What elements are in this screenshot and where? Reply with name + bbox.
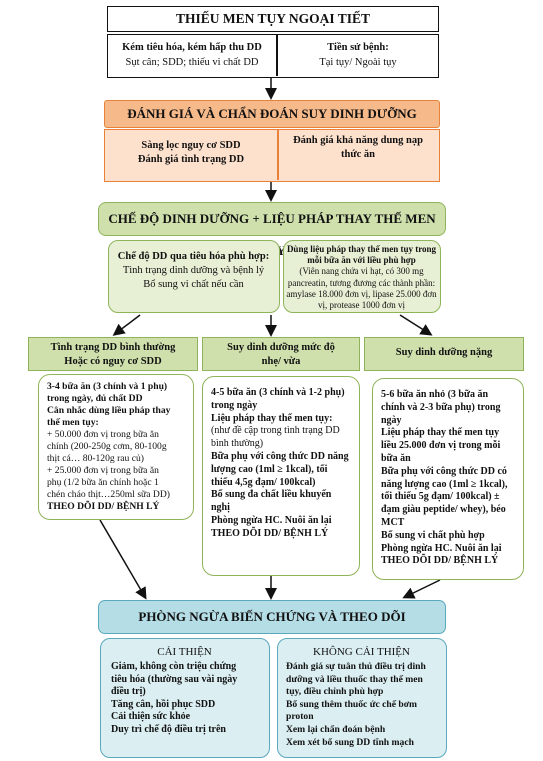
- section1-right-line2: Tại tụy/ Ngoài tụy: [319, 57, 397, 68]
- col3-line: đạm giàu peptide/ whey), béo: [381, 504, 506, 516]
- col1-line: + 50.000 đơn vị trong bữa ăn: [47, 429, 159, 440]
- col2-line: Phòng ngừa HC. Nuôi ăn lại: [211, 514, 332, 526]
- col2-line: Bữa phụ với công thức DD năng: [211, 450, 349, 462]
- section1-detail-box: [107, 34, 439, 78]
- arrow-s3-to-col3: [400, 315, 430, 334]
- col1-line: thế men tụy:: [47, 417, 99, 428]
- section1-left-line2: Sụt cân; SDD; thiếu vi chất DD: [125, 57, 259, 68]
- section3-right-content: [284, 244, 439, 311]
- section1-left-line1: Kém tiêu hóa, kém hấp thu DD: [122, 42, 262, 53]
- section3-left-line2: Bổ sung vi chất nếu cần: [143, 279, 244, 290]
- section4-title: PHÒNG NGỪA BIẾN CHỨNG VÀ THEO DÕI: [138, 609, 406, 624]
- col1-line: + 25.000 đơn vị trong bữa ăn: [47, 465, 159, 476]
- section4-left-line: Tăng cân, hồi phục SDD: [111, 698, 216, 710]
- section4-left-line: Giảm, không còn triệu chứng: [111, 661, 237, 672]
- section3-right-line2: pancreatin, tương đương các thành phần:: [287, 277, 436, 288]
- section4-right-line: Đánh giá sự tuân thủ điều trị dinh: [286, 661, 426, 672]
- col3-header-line1: Suy dinh dưỡng nặng: [395, 347, 493, 358]
- col3-line: liều 25.000 đơn vị trong mỗi: [381, 440, 501, 452]
- col1-line: phụ (1/2 bữa ăn chính hoặc 1: [47, 477, 159, 488]
- section3-right-box: [283, 240, 441, 313]
- section2-right: [279, 134, 437, 162]
- col2-line: lượng cao (1ml ≥ 1kcal), tối: [211, 463, 328, 475]
- col2-body: [202, 376, 360, 576]
- col2-line: (như đề cập trong tình trạng DD: [211, 425, 340, 437]
- section3-left-content: [109, 250, 278, 292]
- col3-line: ngày: [381, 414, 402, 426]
- section4-left-box: [100, 638, 270, 758]
- section2-left-line1: Sàng lọc nguy cơ SDD: [141, 140, 241, 151]
- col1-line: thịt cá… 80-120g rau củ): [47, 453, 144, 464]
- col1-lines: [47, 381, 195, 513]
- col3-line: tối thiểu 5g đạm/ 100kcal) ±: [381, 491, 500, 503]
- section4-right-line: dưỡng và liều thuốc thay thế men: [286, 673, 423, 685]
- section3-left-box: [108, 240, 280, 313]
- section3-right-line3: amylase 18.000 đơn vị, lipase 25.000 đơn: [286, 288, 437, 299]
- col3-line: bữa ăn: [381, 452, 411, 464]
- col1-header-line2: Hoặc có nguy cơ SDD: [64, 356, 162, 367]
- section4-left-line: điều trị): [111, 686, 146, 698]
- col3-line: MCT: [381, 516, 405, 528]
- col3-line: Liệu pháp thay thế men tụy: [381, 427, 500, 439]
- section4-right-line: Xem lại chẩn đoán bệnh: [286, 723, 386, 735]
- section1-title-box: [107, 6, 439, 32]
- col2-line: 4-5 bữa ăn (3 chính và 1-2 phụ): [211, 387, 345, 398]
- section4-right-box: [277, 638, 447, 758]
- col1-header-line1: Tình trạng DD bình thường: [50, 342, 176, 353]
- section4-right-line: proton: [286, 711, 314, 723]
- col2-line: Liệu pháp thay thế men tụy:: [211, 412, 333, 424]
- col3-header: [364, 337, 524, 371]
- col2-line: nghị: [211, 502, 230, 514]
- arrow-col3-to-s4: [405, 580, 440, 597]
- col1-header: [28, 337, 198, 371]
- col3-line: năng lượng cao (1ml ≥ 1kcal),: [381, 478, 508, 490]
- section1-left: [108, 40, 276, 70]
- col3-line: Bữa phụ với công thức DD có: [381, 465, 507, 477]
- section4-right-line: Xem xét bổ sung DD tĩnh mạch: [286, 736, 414, 748]
- section4-left-line: tiêu hóa (thường sau vài ngày: [111, 673, 238, 685]
- col2-header-line1: Suy dinh dưỡng mức độ: [227, 342, 335, 353]
- col3-body: [372, 378, 524, 580]
- section4-left-line: Cải thiện sức khỏe: [111, 711, 191, 723]
- col1-line: THEO DÕI DD/ BỆNH LÝ: [47, 501, 160, 512]
- col2-line: Bổ sung đa chất liều khuyến: [211, 489, 332, 501]
- section2-right-line2: thức ăn: [340, 149, 375, 160]
- section3-right-title1: Dùng liệu pháp thay thế men tụy trong: [286, 244, 437, 254]
- section4-left-line: Duy trì chế độ điều trị trên: [111, 723, 226, 735]
- col1-body: [38, 374, 194, 520]
- col2-header-line2: nhẹ/ vừa: [261, 356, 301, 367]
- col3-line: Phòng ngừa HC. Nuôi ăn lại: [381, 542, 502, 554]
- section2-right-line1: Đánh giá khả năng dung nạp: [293, 135, 423, 146]
- col3-line: 5-6 bữa ăn nhỏ (3 bữa ăn: [381, 389, 489, 400]
- section2-left: [105, 139, 277, 167]
- section4-left-title: CẢI THIỆN: [157, 646, 212, 658]
- section1-title: THIẾU MEN TỤY NGOẠI TIẾT: [175, 11, 371, 26]
- section4-right-lines: [286, 661, 446, 749]
- section2-title: ĐÁNH GIÁ VÀ CHẨN ĐOÁN SUY DINH DƯỠNG: [127, 106, 417, 121]
- col2-line: THEO DÕI DD/ BỆNH LÝ: [211, 527, 329, 539]
- arrow-s3-to-col1: [115, 315, 140, 334]
- col3-line: chính và 2-3 bữa phụ) trong: [381, 401, 501, 413]
- section1-right: [278, 40, 438, 70]
- col1-line: trong ngày, đủ chất DD: [47, 393, 143, 404]
- section2-left-line2: Đánh giá tình trạng DD: [137, 154, 245, 165]
- section4-right-line: tụy, điều chỉnh phù hợp: [286, 686, 384, 698]
- section3-right-line4: vị, protease 1000 đơn vị: [318, 300, 405, 311]
- section3-left-title: Chế độ DD qua tiêu hóa phù hợp:: [117, 251, 270, 262]
- section3-right-line1: (Viên nang chứa vi hạt, có 300 mg: [299, 266, 424, 277]
- section4-right-line: Bổ sung thêm thuốc ức chế bơm: [286, 698, 417, 710]
- section2-title-box: [104, 100, 440, 128]
- col3-line: Bổ sung vi chất phù hợp: [381, 529, 485, 541]
- section4-right-title: KHÔNG CẢI THIỆN: [313, 646, 410, 658]
- section3-title-box: [98, 202, 446, 236]
- arrow-col1-to-s4: [100, 520, 145, 597]
- col3-lines: [381, 389, 525, 568]
- col1-line: chén cháo thịt…250ml sữa DD): [47, 489, 170, 500]
- col3-line: THEO DÕI DD/ BỆNH LÝ: [381, 555, 499, 567]
- section3-right-title2: mỗi bữa ăn với liều phù hợp: [307, 255, 416, 266]
- section4-left-lines: [111, 661, 268, 737]
- col1-line: Cân nhắc dùng liều pháp thay: [47, 405, 171, 416]
- col2-lines: [211, 387, 361, 541]
- col2-line: bình thường): [211, 438, 264, 450]
- col1-line: chính (200-250g cơm, 80-100g: [47, 441, 167, 452]
- section1-right-line1: Tiền sử bệnh:: [327, 42, 389, 53]
- col2-header: [202, 337, 360, 371]
- section2-detail-box: [104, 129, 440, 182]
- col1-line: 3-4 bữa ăn (3 chính và 1 phụ): [47, 381, 168, 392]
- section3-title: CHẾ ĐỘ DINH DƯỠNG + LIỆU PHÁP THAY THẾ MEN: [108, 211, 436, 226]
- col2-line: trong ngày: [211, 399, 258, 411]
- section4-title-box: [98, 600, 446, 634]
- col2-line: thiểu 4,5g đạm/ 100kcal): [211, 476, 316, 488]
- section3-left-line1: Tình trạng dinh dưỡng và bệnh lý: [122, 265, 265, 276]
